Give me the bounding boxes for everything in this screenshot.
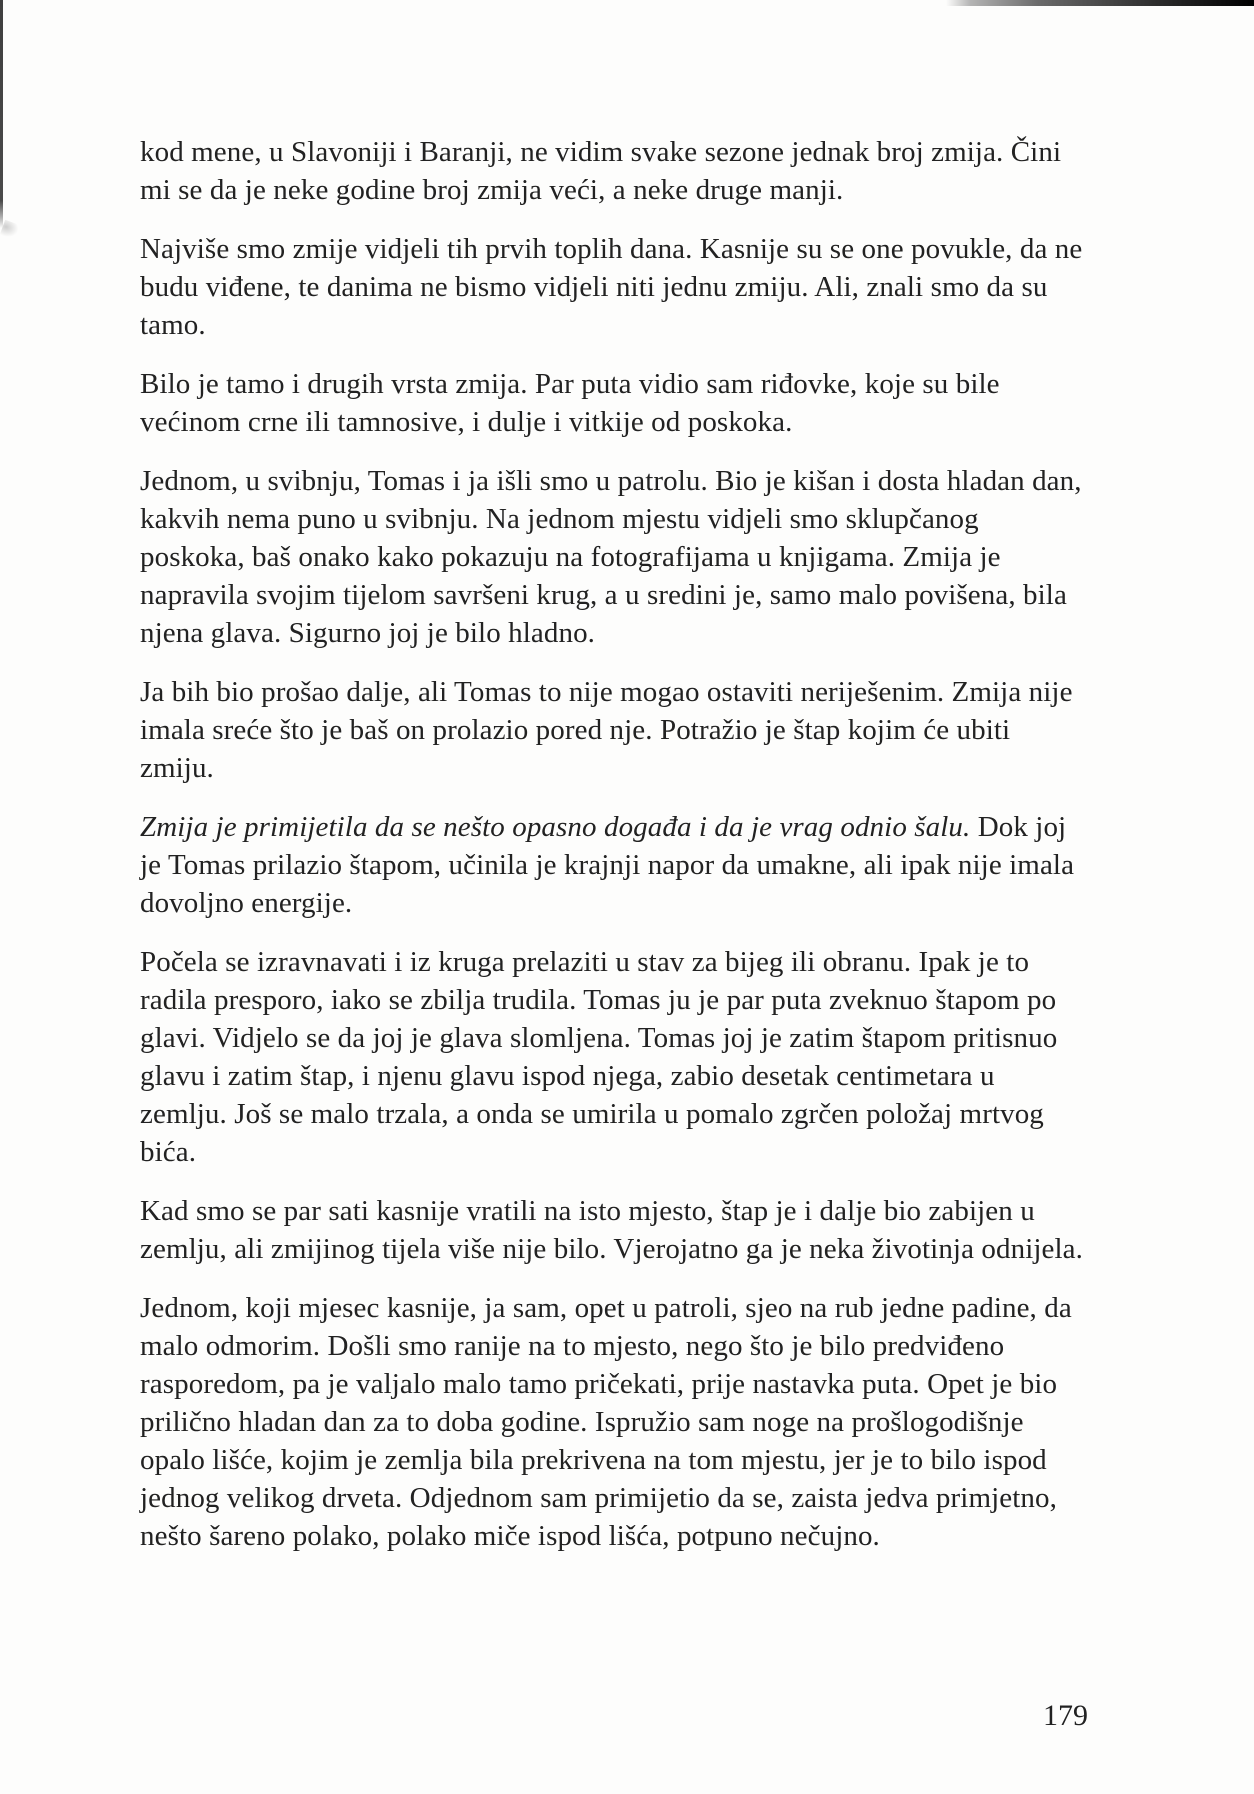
text-segment: Bilo je tamo i drugih vrsta zmija. Par puta vidio sam riđovke, koje su bile većinom crne ili tamnosive, i dulje i vitkije od poskoka. <box>140 368 1000 438</box>
body-text <box>140 133 1088 1576</box>
text-segment: Najviše smo zmije vidjeli tih prvih toplih dana. Kasnije su se one povukle, da ne budu viđene, te danima ne bismo vidjeli niti jednu zmiju. Ali, znali smo da su tamo. <box>140 233 1083 341</box>
text-segment: Ja bih bio prošao dalje, ali Tomas to nije mogao ostaviti neriješenim. Zmija nije imala sreće što je baš on prolazio pored nje. Potražio je štap kojim će ubiti zmiju. <box>140 676 1073 784</box>
paragraph <box>140 943 1088 1171</box>
text-segment: Jednom, u svibnju, Tomas i ja išli smo u patrolu. Bio je kišan i dosta hladan dan, kakvih nema puno u svibnju. Na jednom mjestu vidjeli smo sklupčanog poskoka, baš onako kako pokazuju na fotografijama u knjigama. Zmija je napravila svojim tijelom savršeni krug, a u sredini je, samo malo povišena, bila njena glava. Sigurno joj je bilo hladno. <box>140 465 1082 649</box>
text-segment: Počela se izravnavati i iz kruga prelaziti u stav za bijeg ili obranu. Ipak je to radila presporo, iako se zbilja trudila. Tomas ju je par puta zveknuo štapom po glavi. Vidjelo se da joj je glava slomljena. Tomas joj je zatim štapom pritisnuo glavu i zatim štap, i njenu glavu ispod njega, zabio desetak centimetara u zemlju. Još se malo trzala, a onda se umirila u pomalo zgrčen položaj mrtvog bića. <box>140 946 1058 1168</box>
paragraph <box>140 1192 1088 1268</box>
paragraph <box>140 808 1088 922</box>
scan-artifact-smudge <box>0 220 20 241</box>
text-segment: kod mene, u Slavoniji i Baranji, ne vidim svake sezone jednak broj zmija. Čini mi se da je neke godine broj zmija veći, a neke druge manji. <box>140 136 1062 206</box>
paragraph <box>140 230 1088 344</box>
paragraph <box>140 365 1088 441</box>
scan-artifact-left-edge <box>0 0 3 228</box>
paragraph <box>140 1289 1088 1555</box>
text-segment: Kad smo se par sati kasnije vratili na isto mjesto, štap je i dalje bio zabijen u zemlju, ali zmijinog tijela više nije bilo. Vjerojatno ga je neka životinja odnijela. <box>140 1195 1083 1265</box>
text-segment: Zmija je primijetila da se nešto opasno događa i da je vrag odnio šalu. <box>140 811 971 843</box>
paragraph <box>140 462 1088 652</box>
paragraph <box>140 673 1088 787</box>
text-segment: Dok joj je Tomas prilazio štapom, učinila je krajnji napor da umakne, ali ipak nije imala dovoljno energije. <box>140 811 1075 919</box>
text-segment: Jednom, koji mjesec kasnije, ja sam, opet u patroli, sjeo na rub jedne padine, da malo odmorim. Došli smo ranije na to mjesto, nego što je bilo predviđeno rasporedom, pa je valjalo malo tamo pričekati, prije nastavka puta. Opet je bio prilično hladan dan za to doba godine. Ispružio sam noge na prošlogodišnje opalo lišće, kojim je zemlja bila prekrivena na tom mjestu, jer je to bilo ispod jednog velikog drveta. Odjednom sam primijetio da se, zaista jedva primjetno, nešto šareno polako, polako miče ispod lišća, potpuno nečujno. <box>140 1292 1072 1552</box>
paragraph <box>140 133 1088 209</box>
scan-artifact-top-right <box>946 0 1254 6</box>
page-number: 179 <box>1043 1699 1088 1732</box>
